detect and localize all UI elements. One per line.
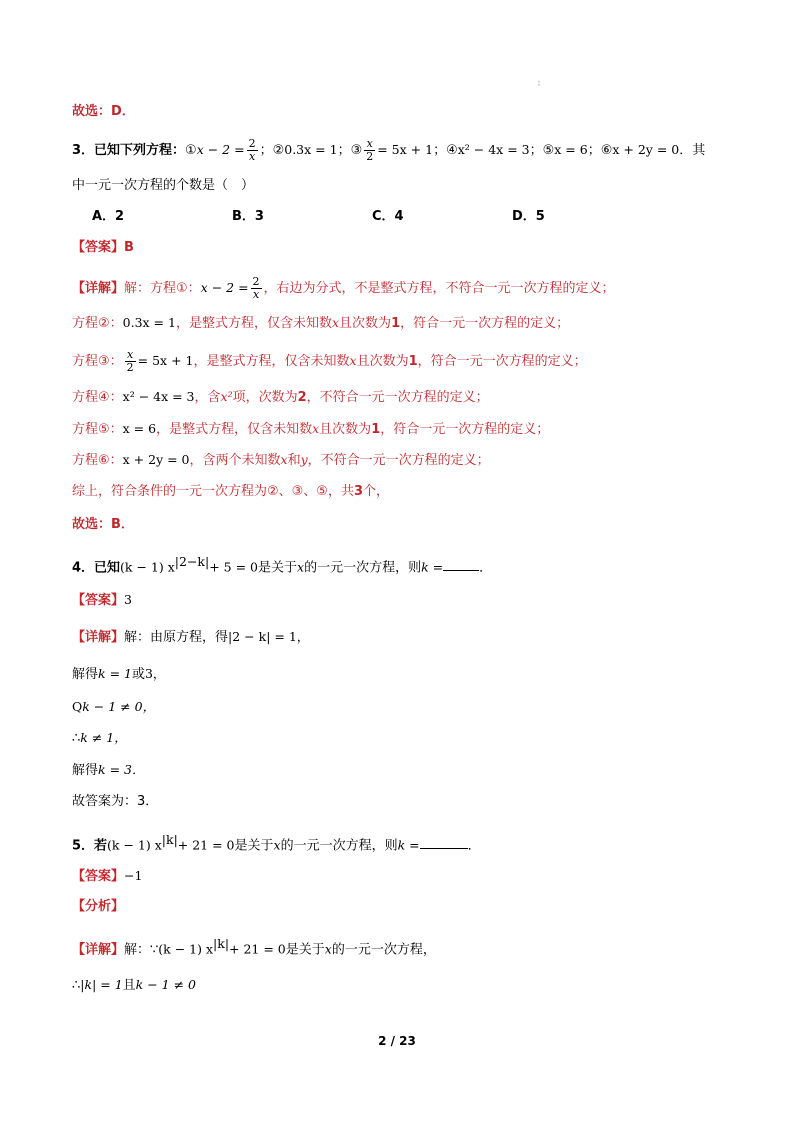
answer-label: 【答案】 <box>72 593 125 608</box>
eq1-den: x <box>252 288 260 301</box>
detail-text: 方程③： <box>72 354 123 369</box>
q3-stem-line2: 中一元一次方程的个数是（ ） <box>72 178 255 193</box>
q5-answer <box>72 866 142 887</box>
var-x: x <box>273 837 281 853</box>
q5-exponent: |k| <box>161 832 178 847</box>
q3-detail-4 <box>72 387 489 408</box>
eq6: x + 2y = 0 <box>612 142 680 157</box>
k-equals: k = <box>397 837 420 853</box>
detail-text: 项，次数为 <box>232 390 298 405</box>
q4-detail-2 <box>72 664 165 685</box>
q4-detail-1 <box>72 627 309 648</box>
k-not-equal: k − 1 ≠ 0， <box>82 699 156 714</box>
eq1-num: 2 <box>252 275 260 288</box>
q3-detail-5 <box>72 419 549 440</box>
var-x: x <box>297 559 305 575</box>
q4-equation: (k − 1) x <box>120 559 175 575</box>
q3-detail-6 <box>72 450 490 471</box>
var-x: x <box>280 452 288 467</box>
q3-options <box>92 207 652 227</box>
q4-stem <box>72 552 492 578</box>
q5-equation: (k − 1) x <box>107 837 162 853</box>
detail-text: ，符合一元一次方程的定义； <box>400 316 570 331</box>
q3-stem <box>72 138 705 163</box>
therefore-symbol: ∴ <box>72 731 81 746</box>
q5-detail-1 <box>72 934 436 960</box>
therefore-symbol: ∴ <box>72 978 81 993</box>
eq3-den: 2 <box>366 150 374 163</box>
q4-stem-prefix: 4．已知 <box>72 560 121 576</box>
detail-text: 且次数为 <box>339 316 392 331</box>
q5-detail-2 <box>72 975 196 996</box>
detail-text: 解得 <box>72 763 99 778</box>
q5-stem-suffix: 的一元一次方程，则 <box>280 838 398 854</box>
q4-detail-4 <box>72 728 127 749</box>
answer-label: 【答案】 <box>72 240 125 255</box>
period: ． <box>467 838 481 854</box>
q4-detail-5 <box>72 760 144 781</box>
q3-summary <box>72 482 389 502</box>
detail-text: 解得 <box>72 667 99 682</box>
detail-text: 解：∵ <box>124 942 159 958</box>
var-x: x <box>324 941 332 957</box>
detail-text: 或 <box>131 667 145 682</box>
q5-equation: (k − 1) x <box>158 941 214 957</box>
detail-text: ，是整式方程，仅含未知数 <box>193 354 350 369</box>
answer-label: 【答案】 <box>72 869 125 884</box>
detail-text: ，右边为分式，不是整式方程，不符合一元一次方程的定义； <box>263 281 615 296</box>
q5-stem <box>72 830 481 856</box>
var-x: x <box>331 315 340 330</box>
eq1-left: x − 2 = <box>200 280 249 295</box>
period: ． <box>479 560 493 576</box>
k-value-1: k = 1 <box>98 666 132 681</box>
circ-1: ① <box>185 143 197 158</box>
eq3-num: x <box>125 349 136 362</box>
circ-6: ⑥ <box>600 143 613 158</box>
k-not-equal: k − 1 ≠ 0 <box>135 977 196 992</box>
detail-text: 且次数为 <box>356 354 409 369</box>
q3-stem-prefix: 3．已知下列方程： <box>72 143 186 158</box>
x-squared: x² <box>220 389 233 404</box>
detail-text: 方程⑥： <box>72 453 123 468</box>
q5-equation-tail: + 21 = 0 <box>177 837 235 853</box>
eq6: x + 2y = 0 <box>122 452 190 467</box>
q4-detail-3 <box>72 697 155 718</box>
circ-3: ③ <box>350 143 363 158</box>
eq4: x² − 4x = 3 <box>457 142 530 157</box>
eq5: x = 6 <box>122 421 157 436</box>
detail-text: 方程④： <box>72 390 123 405</box>
detail-text: ，不符合一元一次方程的定义； <box>307 453 490 468</box>
detail-text: 和 <box>287 453 301 468</box>
detail-num: 1 <box>391 316 401 331</box>
circ-5: ⑤ <box>542 143 555 158</box>
detail-label: 【详解】 <box>72 942 125 958</box>
option-c: C．4 <box>372 209 404 224</box>
eq1-fraction <box>247 138 258 163</box>
detail-num: 3 <box>353 484 364 499</box>
abs-k-equation: |k| = 1 <box>80 977 123 992</box>
eq1-num: 2 <box>248 137 256 150</box>
semi: ； <box>587 143 601 158</box>
q4-stem-middle: 是关于 <box>258 560 298 576</box>
detail-text: 解：方程①： <box>124 281 201 296</box>
eq5: x = 6 <box>554 142 588 157</box>
semi: ； <box>259 143 273 158</box>
k-not-equal-1: k ≠ 1， <box>80 730 127 745</box>
eq2: 0.3x = 1 <box>122 315 176 330</box>
detail-text: ，是整式方程，仅含未知数 <box>175 316 332 331</box>
var-y: y <box>300 452 308 467</box>
q3-detail-2 <box>72 313 569 334</box>
answer-value: 3 <box>124 592 132 607</box>
answer-value: B <box>124 240 134 255</box>
eq3-num: x <box>364 138 375 151</box>
detail-text: ，是整式方程，仅含未知数 <box>156 422 313 437</box>
q5-analysis-label: 【分析】 <box>72 899 125 914</box>
page-marker: ¦ <box>538 80 541 87</box>
k-result: k = 3． <box>98 762 145 777</box>
eq1-left: x − 2 = <box>196 142 245 157</box>
q4-stem-suffix: 的一元一次方程，则 <box>304 560 422 576</box>
abs-equation: |2 − k| = 1， <box>228 629 310 644</box>
detail-text: 是关于 <box>285 942 325 958</box>
eq4: x² − 4x = 3 <box>122 389 195 404</box>
q4-exponent: |2−k| <box>174 554 210 569</box>
answer-blank[interactable] <box>420 834 468 849</box>
circ-2: ② <box>272 143 285 158</box>
q4-final: 故答案为：3． <box>72 794 159 809</box>
answer-blank[interactable] <box>443 556 479 571</box>
detail-label: 【详解】 <box>72 281 125 296</box>
detail-num: 1 <box>371 422 381 437</box>
detail-text: ，符合一元一次方程的定义； <box>417 354 587 369</box>
detail-text: 综上，符合条件的一元一次方程为②、③、⑤，共 <box>72 484 354 499</box>
semi: ； <box>337 143 351 158</box>
q5-exponent: |k| <box>213 936 230 951</box>
detail-text: 且次数为 <box>319 422 372 437</box>
detail-text: 解：由原方程，得 <box>124 630 229 645</box>
detail-text: ，符合一元一次方程的定义； <box>380 422 550 437</box>
option-d: D．5 <box>512 209 545 224</box>
semi: ； <box>433 143 447 158</box>
detail-text: 的一元一次方程， <box>331 942 436 958</box>
q5-stem-middle: 是关于 <box>234 838 274 854</box>
eq3-right: = 5x + 1 <box>137 353 194 368</box>
eq1-den: x <box>248 150 256 163</box>
q3-stem-suffix: ．其 <box>679 143 706 158</box>
detail-text: 个， <box>363 484 390 499</box>
page-footer: 2 / 23 <box>378 1034 416 1048</box>
circ-4: ④ <box>446 143 458 158</box>
q4-answer <box>72 590 132 611</box>
q4-equation-tail: + 5 = 0 <box>209 559 258 575</box>
q5-stem-prefix: 5．若 <box>72 838 108 854</box>
var-x: x <box>312 421 320 436</box>
q3-answer <box>72 238 134 258</box>
eq3-fraction <box>364 138 375 163</box>
detail-num: 1 <box>408 354 418 369</box>
detail-num: 2 <box>297 390 307 405</box>
answer-value: −1 <box>124 868 143 883</box>
eq3-right: = 5x + 1 <box>377 142 434 157</box>
q3-conclusion: 故选：B． <box>72 517 134 532</box>
detail-text: 且 <box>122 978 136 993</box>
eq3-den: 2 <box>126 361 134 374</box>
detail-text: ，不符合一元一次方程的定义； <box>306 390 489 405</box>
q3-detail-3 <box>72 349 587 374</box>
k-value-3: 3， <box>144 666 166 681</box>
since-symbol: Q <box>72 699 83 714</box>
detail-text: ，含两个未知数 <box>189 453 281 468</box>
eq2: 0.3x = 1 <box>284 142 338 157</box>
option-a: A．2 <box>92 209 125 224</box>
q3-detail-1 <box>72 276 615 301</box>
k-equals: k = <box>421 559 444 575</box>
eq3-fraction <box>125 349 136 374</box>
semi: ； <box>529 143 543 158</box>
q5-equation-tail: + 21 = 0 <box>229 941 286 957</box>
detail-text: 方程②： <box>72 316 123 331</box>
option-b: B．3 <box>232 209 264 224</box>
detail-text: ，含 <box>194 390 221 405</box>
var-x: x <box>349 353 357 368</box>
detail-text: 方程⑤： <box>72 422 123 437</box>
eq1-fraction <box>251 276 262 301</box>
prev-conclusion: 故选：D． <box>72 104 135 119</box>
detail-label: 【详解】 <box>72 630 125 645</box>
